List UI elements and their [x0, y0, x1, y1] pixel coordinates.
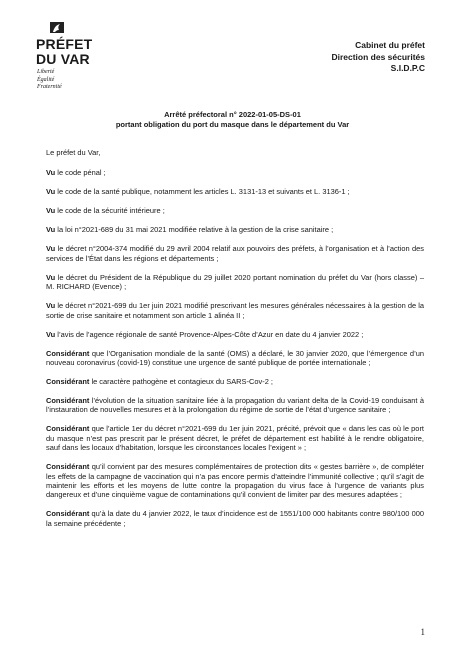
recital-text: que l’Organisation mondiale de la santé (OMS) a déclaré, le 30 janvier 2020, que l’émergence d’un nouveau coronavirus (covid-19) constitue une urgence de santé publique de portée internationale ; [46, 348, 424, 368]
service-line: S.I.D.P.C [390, 63, 425, 73]
recital-keyword: Vu [46, 272, 56, 282]
recital-text: le décret n°2021-699 du 1er juin 2021 modifié prescrivant les mesures générales nécessaires à la gestion de la sortie de crise sanitaire et notamment son article 1 alinéa II ; [46, 301, 424, 320]
recital-paragraph [46, 349, 424, 368]
recital-paragraph [46, 396, 424, 415]
recital-text: le caractère pathogène et contagieux du SARS-Cov-2 ; [89, 377, 273, 387]
recital-text: le code de la santé publique, notamment les articles L. 3131-13 et suivants et L. 3136-1 ; [55, 187, 350, 197]
recital-paragraph [46, 509, 424, 528]
recital-keyword: Vu [46, 329, 56, 339]
republic-motto [37, 69, 62, 92]
recital-text: que l’article 1er du décret n°2021-699 du 1er juin 2021, précité, prévoit que « dans les cas où le port du masque n’est pas prescrit par le présent décret, le préfet de département est habilité à le rendre obligatoire, sauf dans les locaux d’habitation, lorsque les circonstances locales l’exigent » ; [46, 424, 424, 453]
recital-keyword: Considérant [46, 396, 90, 406]
recital-keyword: Considérant [46, 462, 90, 472]
recital-text: le décret n°2004-374 modifié du 29 avril 2004 relatif aux pouvoirs des préfets, à l’organisation et à l’action des services de l’État dans les régions et départements ; [46, 244, 424, 263]
recital-keyword: Vu [46, 168, 56, 178]
motto-line: Fraternité [37, 84, 62, 90]
recital-text: l’évolution de la situation sanitaire liée à la propagation du variant delta de la Covid-19 conduisant à l’instauration de nouvelles mesures et à la prolongation du régime de sortie de l’état d’urgence sanitaire ; [46, 396, 424, 415]
recital-text: le code pénal ; [55, 168, 106, 178]
recital-text: qu’il convient par des mesures complémentaires de protection dits « gestes barrière », de compléter les effets de la campagne de vaccination qui n’a pas encore permis d’atteindre l’immunité collective ; qu’il s’agit de maintenir les efforts et les moyens de lutte contre la propagation du virus face à l’urgence de variants plus dangereux et d’une cinquième vague de contaminations qu’il convient de limiter par des mesures adaptées ; [46, 462, 424, 500]
recital-keyword: Vu [46, 244, 56, 254]
motto-line: Égalité [37, 76, 55, 83]
prefecture-name-line2: DU VAR [36, 51, 90, 67]
recital-paragraph [46, 206, 424, 215]
recital-paragraph [46, 377, 424, 386]
recital-keyword: Considérant [46, 377, 90, 387]
prefecture-name-line1: PRÉFET [36, 36, 93, 52]
recital-paragraph [46, 273, 424, 292]
recital-text: le code de la sécurité intérieure ; [55, 206, 165, 216]
recital-text: l’avis de l’agence régionale de santé Provence-Alpes-Côte d’Azur en date du 4 janvier 2022 ; [55, 329, 364, 339]
recital-paragraph [46, 225, 424, 234]
motto-line: Liberté [37, 69, 55, 75]
decree-body [46, 148, 424, 538]
recital-paragraph [46, 301, 424, 320]
intro-line: Le préfet du Var, [46, 148, 101, 157]
recital-text: le décret du Président de la République du 29 juillet 2020 portant nomination du préfet du Var (hors classe) – M. RICHARD (Evence) ; [46, 272, 424, 292]
recital-paragraph [46, 462, 424, 500]
recital-keyword: Vu [46, 187, 56, 197]
recital-keyword: Considérant [46, 424, 90, 434]
prefecture-name [36, 37, 92, 67]
recital-keyword: Vu [46, 301, 56, 311]
recital-paragraph [46, 168, 424, 177]
decree-title-line2: portant obligation du port du masque dans le département du Var [115, 120, 350, 129]
recital-text: la loi n°2021-689 du 31 mai 2021 modifiée relative à la gestion de la crise sanitaire ; [55, 225, 334, 235]
recital-keyword: Considérant [46, 348, 90, 358]
recital-keyword: Vu [46, 225, 56, 235]
recital-text: qu’à la date du 4 janvier 2022, le taux d’incidence est de 1551/100 000 habitants contre 980/100 000 la semaine précédente ; [46, 509, 424, 528]
recital-paragraph [46, 244, 424, 263]
marianne-logo-icon [50, 22, 64, 33]
decree-title-line1: Arrêté préfectoral n° 2022-01-05-DS-01 [164, 110, 301, 119]
service-block [331, 40, 425, 75]
recital-keyword: Vu [46, 206, 56, 216]
recital-paragraph [46, 424, 424, 452]
recital-paragraph [46, 330, 424, 339]
recital-paragraph [46, 187, 424, 196]
page-number: 1 [420, 627, 425, 637]
service-line: Direction des sécurités [331, 51, 425, 62]
decree-title [0, 110, 465, 130]
recital-keyword: Considérant [46, 509, 90, 519]
service-line: Cabinet du préfet [355, 40, 425, 50]
